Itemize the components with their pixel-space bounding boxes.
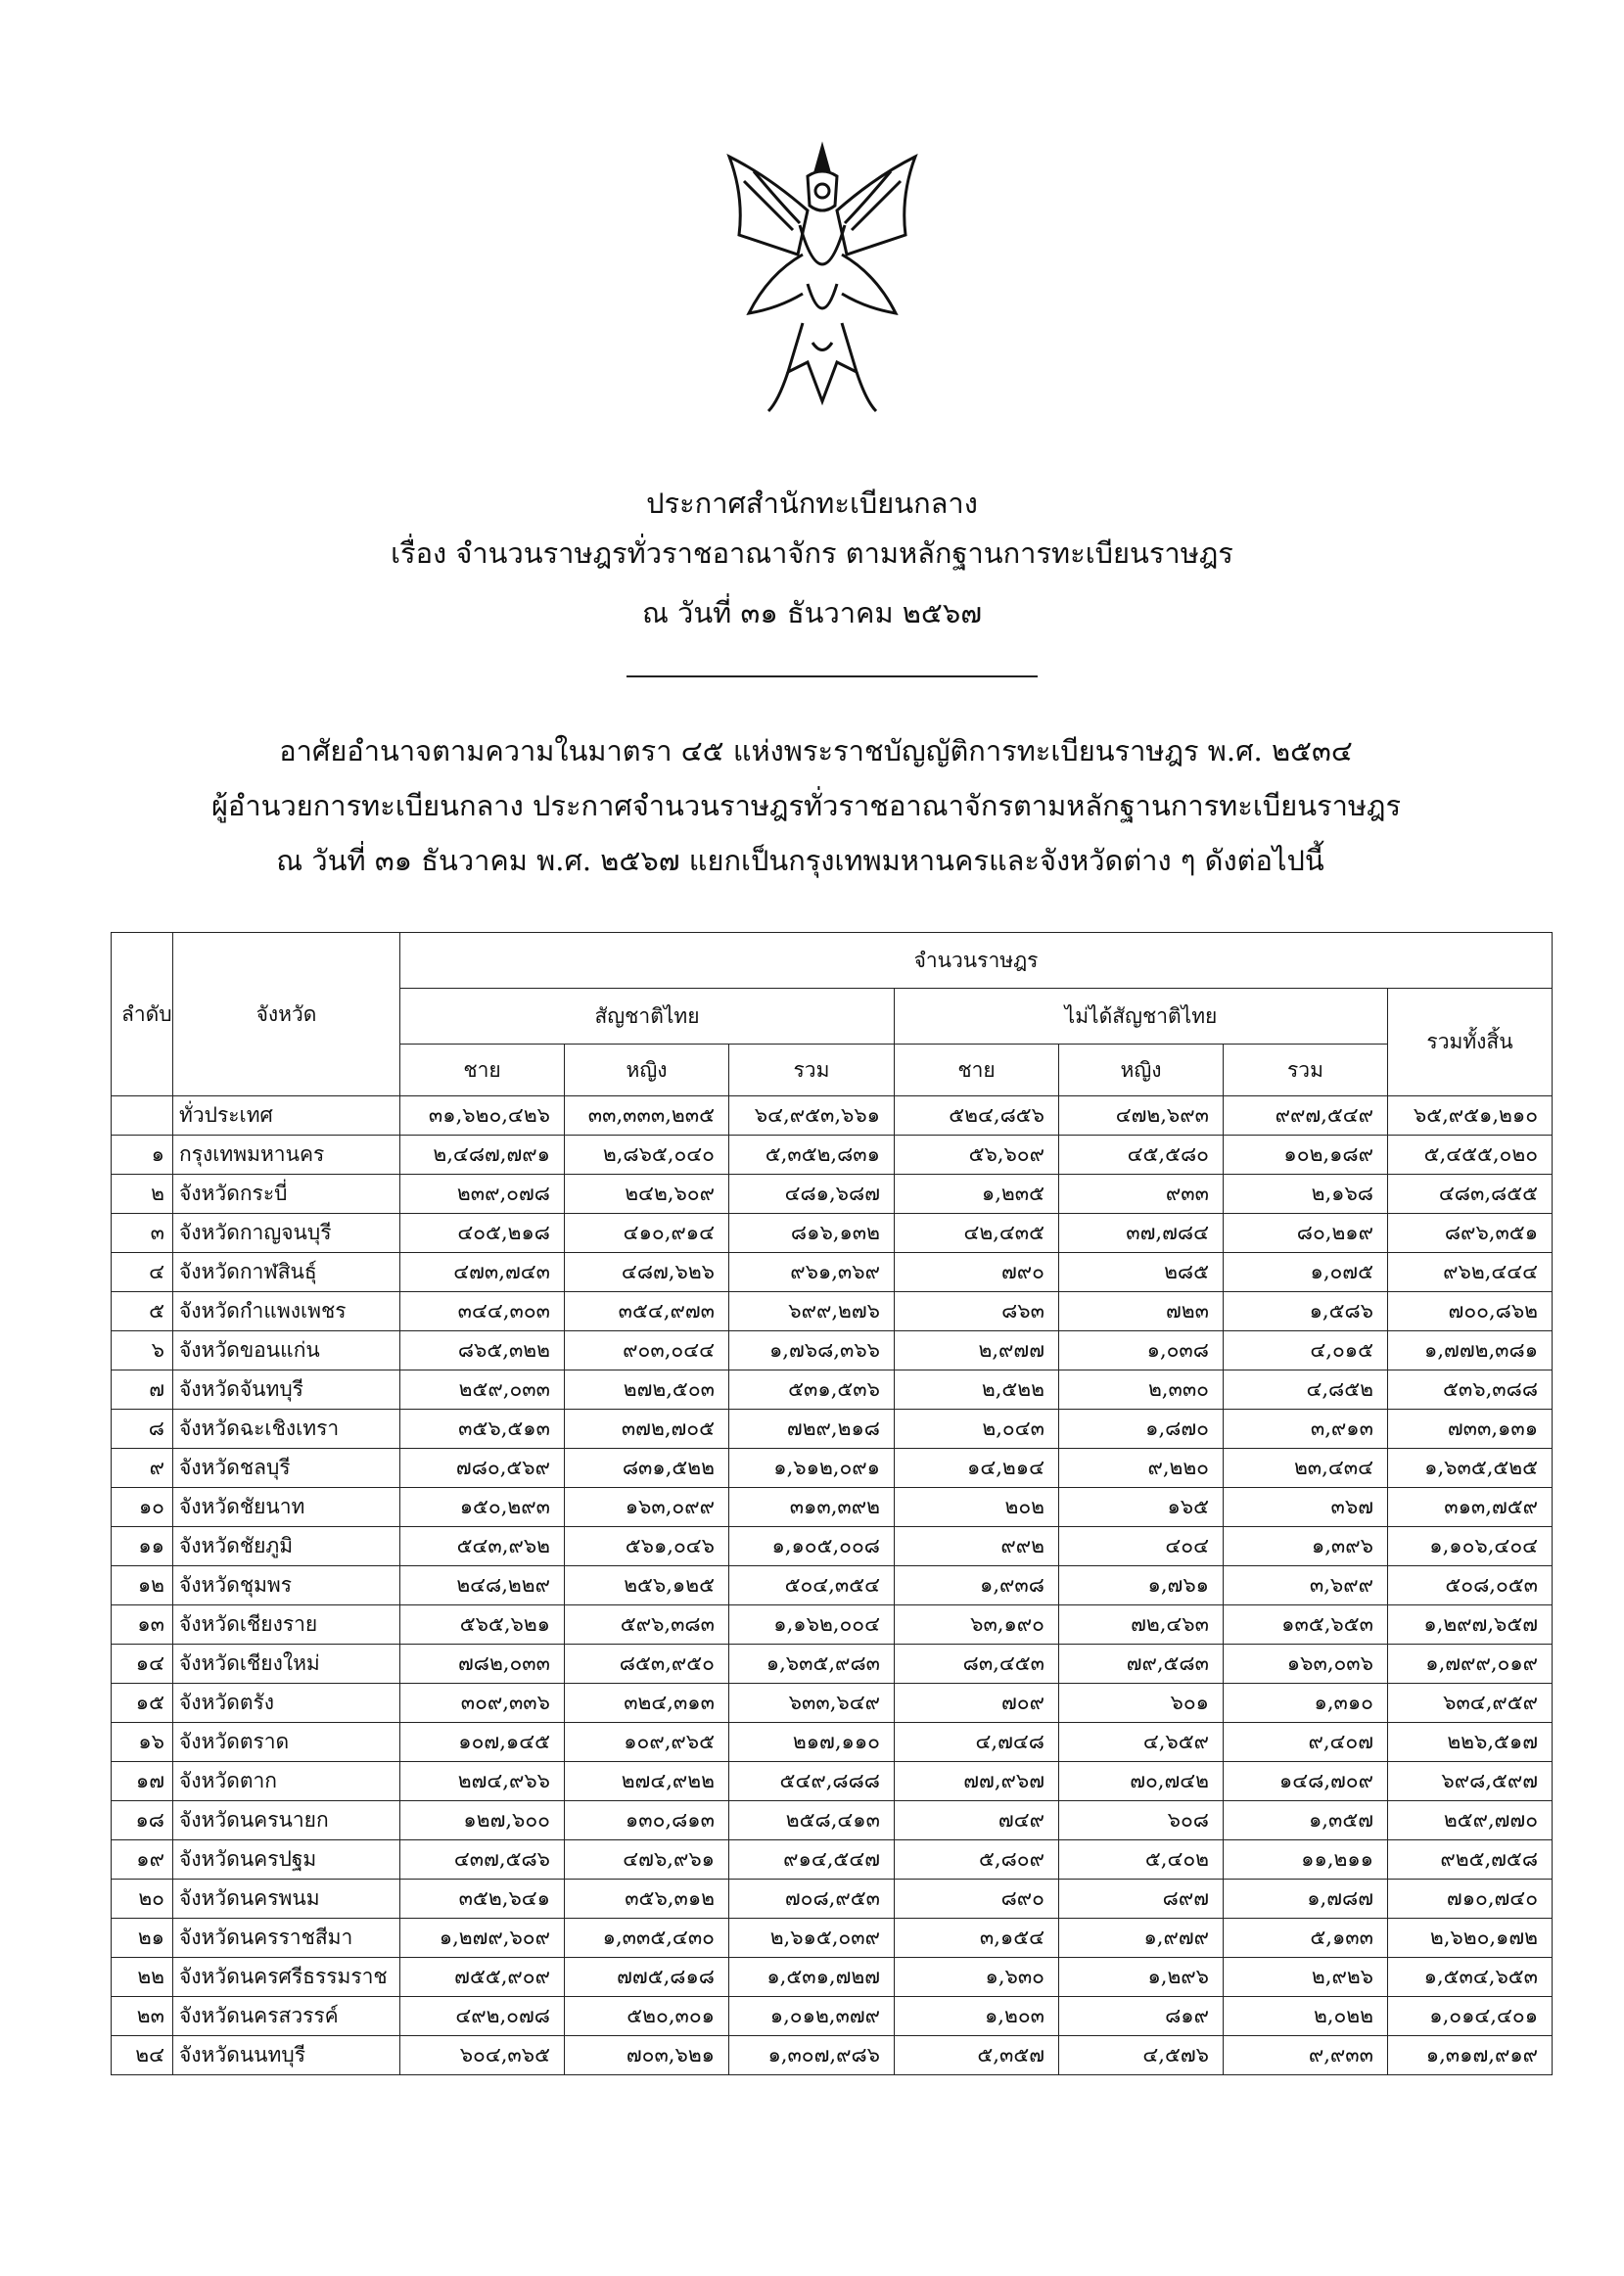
grand-total-cell: ๕,๔๕๕,๐๒๐: [1388, 1136, 1553, 1175]
thai-male-cell: ๕๔๓,๙๖๒: [400, 1527, 565, 1566]
non-thai-female-cell: ๒๘๕: [1059, 1253, 1224, 1292]
row-province-cell: จังหวัดชลบุรี: [173, 1449, 400, 1488]
non-thai-female-cell: ๑,๐๓๘: [1059, 1331, 1224, 1370]
row-seq-cell: ๖: [112, 1331, 173, 1370]
non-thai-total-cell: ๒,๐๒๒: [1224, 1997, 1388, 2036]
row-province-cell: จังหวัดตรัง: [173, 1684, 400, 1723]
thai-male-cell: ๗๘๒,๐๓๓: [400, 1645, 565, 1684]
row-seq-cell: ๑๐: [112, 1488, 173, 1527]
table-row: [112, 1253, 1553, 1292]
non-thai-male-cell: ๓,๑๕๔: [895, 1919, 1059, 1958]
row-province-cell: ทั่วประเทศ: [173, 1096, 400, 1136]
row-seq-cell: ๑๗: [112, 1762, 173, 1801]
table-row: [112, 1175, 1553, 1214]
grand-total-cell: ๑,๗๗๒,๓๘๑: [1388, 1331, 1553, 1370]
header-grand-total: รวมทั้งสิ้น: [1388, 989, 1553, 1096]
thai-male-cell: ๓๐๙,๓๓๖: [400, 1684, 565, 1723]
thai-total-cell: ๑,๑๐๕,๐๐๘: [729, 1527, 895, 1566]
non-thai-total-cell: ๑,๗๘๗: [1224, 1880, 1388, 1919]
row-seq-cell: ๑๖: [112, 1723, 173, 1762]
thai-female-cell: ๒,๘๖๕,๐๔๐: [565, 1136, 729, 1175]
row-seq-cell: ๑๓: [112, 1605, 173, 1645]
thai-male-cell: ๘๖๕,๓๒๒: [400, 1331, 565, 1370]
row-seq-cell: ๕: [112, 1292, 173, 1331]
thai-female-cell: ๗๗๕,๘๑๘: [565, 1958, 729, 1997]
thai-female-cell: ๓๒๔,๓๑๓: [565, 1684, 729, 1723]
thai-male-cell: ๔๙๒,๐๗๘: [400, 1997, 565, 2036]
thai-male-cell: ๓๕๖,๕๑๓: [400, 1410, 565, 1449]
non-thai-total-cell: ๑๑,๒๑๑: [1224, 1840, 1388, 1880]
row-province-cell: จังหวัดขอนแก่น: [173, 1331, 400, 1370]
header-province: จังหวัด: [173, 933, 400, 1096]
header-thai-male: ชาย: [400, 1045, 565, 1096]
non-thai-male-cell: ๕๒๔,๘๕๖: [895, 1096, 1059, 1136]
body-line-1: อาศัยอำนาจตามความในมาตรา ๔๕ แห่งพระราชบัญญัติการทะเบียนราษฎร พ.ศ. ๒๕๓๔: [279, 734, 1353, 767]
thai-total-cell: ๖๓๓,๖๔๙: [729, 1684, 895, 1723]
non-thai-male-cell: ๗๔๙: [895, 1801, 1059, 1840]
thai-male-cell: ๓๕๒,๖๔๑: [400, 1880, 565, 1919]
non-thai-total-cell: ๙,๔๐๗: [1224, 1723, 1388, 1762]
grand-total-cell: ๖๓๔,๙๕๙: [1388, 1684, 1553, 1723]
non-thai-female-cell: ๙,๒๒๐: [1059, 1449, 1224, 1488]
non-thai-male-cell: ๘๖๓: [895, 1292, 1059, 1331]
header-thai-female: หญิง: [565, 1045, 729, 1096]
non-thai-female-cell: ๑,๘๗๐: [1059, 1410, 1224, 1449]
non-thai-total-cell: ๓,๖๙๙: [1224, 1566, 1388, 1605]
non-thai-male-cell: ๘๙๐: [895, 1880, 1059, 1919]
non-thai-total-cell: ๓๖๗: [1224, 1488, 1388, 1527]
grand-total-cell: ๖๕,๙๕๑,๒๑๐: [1388, 1096, 1553, 1136]
thai-male-cell: ๖๐๔,๓๖๕: [400, 2036, 565, 2075]
non-thai-male-cell: ๑,๒๐๓: [895, 1997, 1059, 2036]
thai-total-cell: ๓๑๓,๓๙๒: [729, 1488, 895, 1527]
body-line-2: ผู้อำนวยการทะเบียนกลาง ประกาศจำนวนราษฎรทั่วราชอาณาจักรตามหลักฐานการทะเบียนราษฎร: [210, 789, 1402, 822]
row-province-cell: จังหวัดชัยภูมิ: [173, 1527, 400, 1566]
thai-total-cell: ๕,๓๕๒,๘๓๑: [729, 1136, 895, 1175]
non-thai-total-cell: ๑,๓๑๐: [1224, 1684, 1388, 1723]
header-non-thai-male: ชาย: [895, 1045, 1059, 1096]
non-thai-total-cell: ๓,๙๑๓: [1224, 1410, 1388, 1449]
table-row: [112, 1645, 1553, 1684]
thai-female-cell: ๙๐๓,๐๔๔: [565, 1331, 729, 1370]
row-province-cell: จังหวัดกระบี่: [173, 1175, 400, 1214]
grand-total-cell: ๒,๖๒๐,๑๗๒: [1388, 1919, 1553, 1958]
row-seq-cell: ๒๑: [112, 1919, 173, 1958]
non-thai-female-cell: ๓๗,๗๘๔: [1059, 1214, 1224, 1253]
non-thai-total-cell: ๑,๓๙๖: [1224, 1527, 1388, 1566]
non-thai-total-cell: ๘๐,๒๑๙: [1224, 1214, 1388, 1253]
row-seq-cell: ๒๐: [112, 1880, 173, 1919]
non-thai-male-cell: ๔,๗๔๘: [895, 1723, 1059, 1762]
non-thai-total-cell: ๕,๑๓๓: [1224, 1919, 1388, 1958]
thai-female-cell: ๒๔๒,๖๐๙: [565, 1175, 729, 1214]
non-thai-female-cell: ๔๗๒,๖๙๓: [1059, 1096, 1224, 1136]
grand-total-cell: ๒๕๙,๗๗๐: [1388, 1801, 1553, 1840]
grand-total-cell: ๗๓๓,๑๓๑: [1388, 1410, 1553, 1449]
thai-total-cell: ๑,๐๑๒,๓๗๙: [729, 1997, 895, 2036]
table-row: [112, 1292, 1553, 1331]
row-province-cell: จังหวัดนครพนม: [173, 1880, 400, 1919]
thai-female-cell: ๘๓๑,๕๒๒: [565, 1449, 729, 1488]
non-thai-male-cell: ๕,๘๐๙: [895, 1840, 1059, 1880]
table-row: [112, 1762, 1553, 1801]
table-body: [112, 1096, 1553, 2075]
thai-female-cell: ๓๕๖,๓๑๒: [565, 1880, 729, 1919]
row-province-cell: จังหวัดชุมพร: [173, 1566, 400, 1605]
non-thai-male-cell: ๔๒,๔๓๕: [895, 1214, 1059, 1253]
grand-total-cell: ๑,๐๑๔,๔๐๑: [1388, 1997, 1553, 2036]
grand-total-cell: ๗๑๐,๗๔๐: [1388, 1880, 1553, 1919]
row-province-cell: จังหวัดนครสวรรค์: [173, 1997, 400, 2036]
non-thai-female-cell: ๗๙,๕๘๓: [1059, 1645, 1224, 1684]
thai-male-cell: ๔๗๓,๗๔๓: [400, 1253, 565, 1292]
thai-total-cell: ๕๔๙,๘๘๘: [729, 1762, 895, 1801]
grand-total-cell: ๑,๕๓๔,๖๕๓: [1388, 1958, 1553, 1997]
thai-total-cell: ๒,๖๑๕,๐๓๙: [729, 1919, 895, 1958]
thai-male-cell: ๒๓๙,๐๗๘: [400, 1175, 565, 1214]
non-thai-total-cell: ๑๐๒,๑๘๙: [1224, 1136, 1388, 1175]
row-province-cell: จังหวัดนครราชสีมา: [173, 1919, 400, 1958]
thai-male-cell: ๒๗๔,๙๖๖: [400, 1762, 565, 1801]
non-thai-female-cell: ๑,๒๙๖: [1059, 1958, 1224, 1997]
thai-female-cell: ๑,๓๓๕,๔๓๐: [565, 1919, 729, 1958]
grand-total-cell: ๕๐๘,๐๕๓: [1388, 1566, 1553, 1605]
thai-total-cell: ๕๐๔,๓๕๔: [729, 1566, 895, 1605]
non-thai-female-cell: ๘๑๙: [1059, 1997, 1224, 2036]
non-thai-male-cell: ๒,๙๗๗: [895, 1331, 1059, 1370]
garuda-emblem: [710, 137, 935, 431]
non-thai-male-cell: ๕๖,๖๐๙: [895, 1136, 1059, 1175]
non-thai-female-cell: ๖๐๘: [1059, 1801, 1224, 1840]
table-row: [112, 1919, 1553, 1958]
non-thai-total-cell: ๒๓,๔๓๔: [1224, 1449, 1388, 1488]
table-row: [112, 1684, 1553, 1723]
thai-male-cell: ๕๖๕,๖๒๑: [400, 1605, 565, 1645]
thai-female-cell: ๘๕๓,๙๕๐: [565, 1645, 729, 1684]
thai-female-cell: ๔๑๐,๙๑๔: [565, 1214, 729, 1253]
thai-female-cell: ๒๗๒,๕๐๓: [565, 1370, 729, 1410]
row-seq-cell: ๓: [112, 1214, 173, 1253]
thai-total-cell: ๗๐๘,๙๕๓: [729, 1880, 895, 1919]
grand-total-cell: ๓๑๓,๗๕๙: [1388, 1488, 1553, 1527]
non-thai-total-cell: ๙,๙๓๓: [1224, 2036, 1388, 2075]
grand-total-cell: ๙๒๕,๗๕๘: [1388, 1840, 1553, 1880]
grand-total-cell: ๗๐๐,๘๖๒: [1388, 1292, 1553, 1331]
thai-total-cell: ๘๑๖,๑๓๒: [729, 1214, 895, 1253]
row-province-cell: จังหวัดตราด: [173, 1723, 400, 1762]
grand-total-cell: ๘๙๖,๓๕๑: [1388, 1214, 1553, 1253]
thai-female-cell: ๓๓,๓๓๓,๒๓๕: [565, 1096, 729, 1136]
thai-total-cell: ๒๕๘,๔๑๓: [729, 1801, 895, 1840]
thai-female-cell: ๒๗๔,๙๒๒: [565, 1762, 729, 1801]
non-thai-female-cell: ๔,๖๕๙: [1059, 1723, 1224, 1762]
non-thai-female-cell: ๑๖๕: [1059, 1488, 1224, 1527]
row-seq-cell: ๑๘: [112, 1801, 173, 1840]
table-row: [112, 1527, 1553, 1566]
grand-total-cell: ๖๙๘,๕๙๗: [1388, 1762, 1553, 1801]
table-row: [112, 1370, 1553, 1410]
grand-total-cell: ๑,๒๙๗,๖๕๗: [1388, 1605, 1553, 1645]
thai-female-cell: ๑๓๐,๘๑๓: [565, 1801, 729, 1840]
non-thai-male-cell: ๑,๖๓๐: [895, 1958, 1059, 1997]
thai-male-cell: ๓๑,๖๒๐,๔๒๖: [400, 1096, 565, 1136]
thai-male-cell: ๔๐๕,๒๑๘: [400, 1214, 565, 1253]
non-thai-total-cell: ๒,๑๖๘: [1224, 1175, 1388, 1214]
table-row: [112, 1840, 1553, 1880]
thai-female-cell: ๓๕๔,๙๗๓: [565, 1292, 729, 1331]
row-province-cell: จังหวัดกาฬสินธุ์: [173, 1253, 400, 1292]
header-non-thai-nationality: ไม่ได้สัญชาติไทย: [895, 989, 1388, 1045]
thai-male-cell: ๑๕๐,๒๙๓: [400, 1488, 565, 1527]
thai-female-cell: ๗๐๓,๖๒๑: [565, 2036, 729, 2075]
thai-total-cell: ๑,๑๖๒,๐๐๔: [729, 1605, 895, 1645]
thai-female-cell: ๔๘๗,๖๒๖: [565, 1253, 729, 1292]
non-thai-male-cell: ๑,๒๓๕: [895, 1175, 1059, 1214]
thai-male-cell: ๑,๒๗๙,๖๐๙: [400, 1919, 565, 1958]
non-thai-total-cell: ๔,๘๕๒: [1224, 1370, 1388, 1410]
non-thai-male-cell: ๕,๓๕๗: [895, 2036, 1059, 2075]
thai-total-cell: ๕๓๑,๕๓๖: [729, 1370, 895, 1410]
row-province-cell: จังหวัดชัยนาท: [173, 1488, 400, 1527]
row-province-cell: จังหวัดนครปฐม: [173, 1840, 400, 1880]
row-province-cell: จังหวัดตาก: [173, 1762, 400, 1801]
table-row: [112, 1331, 1553, 1370]
row-seq-cell: [112, 1096, 173, 1136]
non-thai-male-cell: ๒,๕๒๒: [895, 1370, 1059, 1410]
announcement-date: ณ วันที่ ๓๑ ธันวาคม ๒๕๖๗: [641, 596, 983, 629]
non-thai-female-cell: ๖๐๑: [1059, 1684, 1224, 1723]
body-line-3: ณ วันที่ ๓๑ ธันวาคม พ.ศ. ๒๕๖๗ แยกเป็นกรุงเทพมหานครและจังหวัดต่าง ๆ ดังต่อไปนี้: [276, 844, 1324, 877]
thai-female-cell: ๔๗๖,๙๖๑: [565, 1840, 729, 1880]
non-thai-female-cell: ๔๐๔: [1059, 1527, 1224, 1566]
table-row: [112, 1488, 1553, 1527]
thai-total-cell: ๑,๗๖๘,๓๖๖: [729, 1331, 895, 1370]
non-thai-female-cell: ๙๓๓: [1059, 1175, 1224, 1214]
thai-total-cell: ๒๑๗,๑๑๐: [729, 1723, 895, 1762]
grand-total-cell: ๙๖๒,๔๔๔: [1388, 1253, 1553, 1292]
table-row: [112, 1997, 1553, 2036]
non-thai-total-cell: ๑,๓๕๗: [1224, 1801, 1388, 1840]
thai-male-cell: ๑๐๗,๑๔๕: [400, 1723, 565, 1762]
thai-total-cell: ๑,๓๐๗,๙๘๖: [729, 2036, 895, 2075]
non-thai-male-cell: ๙๙๒: [895, 1527, 1059, 1566]
non-thai-female-cell: ๕,๔๐๒: [1059, 1840, 1224, 1880]
row-seq-cell: ๒๓: [112, 1997, 173, 2036]
header-non-thai-female: หญิง: [1059, 1045, 1224, 1096]
table-row: [112, 1410, 1553, 1449]
thai-total-cell: ๗๒๙,๒๑๘: [729, 1410, 895, 1449]
non-thai-total-cell: ๔,๐๑๕: [1224, 1331, 1388, 1370]
thai-male-cell: ๑๒๗,๖๐๐: [400, 1801, 565, 1840]
table-row: [112, 1136, 1553, 1175]
thai-female-cell: ๓๗๒,๗๐๕: [565, 1410, 729, 1449]
row-province-cell: จังหวัดนครศรีธรรมราช: [173, 1958, 400, 1997]
table-row: [112, 1723, 1553, 1762]
thai-female-cell: ๑๐๙,๙๖๕: [565, 1723, 729, 1762]
grand-total-cell: ๑,๗๙๙,๐๑๙: [1388, 1645, 1553, 1684]
non-thai-total-cell: ๑๔๘,๗๐๙: [1224, 1762, 1388, 1801]
non-thai-female-cell: ๗๒๓: [1059, 1292, 1224, 1331]
non-thai-female-cell: ๔,๕๗๖: [1059, 2036, 1224, 2075]
non-thai-female-cell: ๑,๗๖๑: [1059, 1566, 1224, 1605]
thai-male-cell: ๔๓๗,๕๘๖: [400, 1840, 565, 1880]
row-seq-cell: ๑: [112, 1136, 173, 1175]
header-thai-total: รวม: [729, 1045, 895, 1096]
grand-total-cell: ๑,๖๓๕,๕๒๕: [1388, 1449, 1553, 1488]
non-thai-total-cell: ๑,๕๘๖: [1224, 1292, 1388, 1331]
grand-total-cell: ๔๘๓,๘๕๕: [1388, 1175, 1553, 1214]
thai-male-cell: ๗๕๕,๙๐๙: [400, 1958, 565, 1997]
non-thai-male-cell: ๗๙๐: [895, 1253, 1059, 1292]
non-thai-male-cell: ๘๓,๔๕๓: [895, 1645, 1059, 1684]
row-seq-cell: ๙: [112, 1449, 173, 1488]
thai-total-cell: ๔๘๑,๖๘๗: [729, 1175, 895, 1214]
row-seq-cell: ๗: [112, 1370, 173, 1410]
table-row: [112, 1096, 1553, 1136]
non-thai-male-cell: ๒,๐๔๓: [895, 1410, 1059, 1449]
row-province-cell: จังหวัดเชียงใหม่: [173, 1645, 400, 1684]
row-seq-cell: ๑๔: [112, 1645, 173, 1684]
non-thai-female-cell: ๔๕,๕๘๐: [1059, 1136, 1224, 1175]
non-thai-female-cell: ๒,๓๓๐: [1059, 1370, 1224, 1410]
population-table: [111, 932, 1553, 2075]
row-province-cell: จังหวัดนครนายก: [173, 1801, 400, 1840]
row-seq-cell: ๒: [112, 1175, 173, 1214]
announcement-subject: เรื่อง จำนวนราษฎรทั่วราชอาณาจักร ตามหลักฐานการทะเบียนราษฎร: [391, 536, 1233, 570]
non-thai-male-cell: ๗๐๙: [895, 1684, 1059, 1723]
non-thai-total-cell: ๑๖๓,๐๓๖: [1224, 1645, 1388, 1684]
non-thai-total-cell: ๑,๐๗๕: [1224, 1253, 1388, 1292]
non-thai-female-cell: ๗๒,๔๖๓: [1059, 1605, 1224, 1645]
announcement-issuer: ประกาศสำนักทะเบียนกลาง: [646, 487, 978, 520]
non-thai-female-cell: ๘๙๗: [1059, 1880, 1224, 1919]
table-row: [112, 1449, 1553, 1488]
header-seq: ลำดับ: [112, 933, 173, 1096]
grand-total-cell: ๕๓๖,๓๘๘: [1388, 1370, 1553, 1410]
grand-total-cell: ๒๒๖,๕๑๗: [1388, 1723, 1553, 1762]
thai-male-cell: ๒๕๙,๐๓๓: [400, 1370, 565, 1410]
header-thai-nationality: สัญชาติไทย: [400, 989, 895, 1045]
non-thai-total-cell: ๒,๙๒๖: [1224, 1958, 1388, 1997]
row-province-cell: จังหวัดฉะเชิงเทรา: [173, 1410, 400, 1449]
table-row: [112, 1214, 1553, 1253]
table-row: [112, 1958, 1553, 1997]
non-thai-male-cell: ๖๓,๑๙๐: [895, 1605, 1059, 1645]
row-province-cell: จังหวัดกาญจนบุรี: [173, 1214, 400, 1253]
row-province-cell: จังหวัดกำแพงเพชร: [173, 1292, 400, 1331]
thai-female-cell: ๕๖๑,๐๔๖: [565, 1527, 729, 1566]
thai-total-cell: ๑,๖๑๒,๐๙๑: [729, 1449, 895, 1488]
thai-total-cell: ๖๙๙,๒๗๖: [729, 1292, 895, 1331]
row-seq-cell: ๒๔: [112, 2036, 173, 2075]
thai-female-cell: ๑๖๓,๐๙๙: [565, 1488, 729, 1527]
thai-male-cell: ๒๔๘,๒๒๙: [400, 1566, 565, 1605]
row-seq-cell: ๑๑: [112, 1527, 173, 1566]
row-province-cell: จังหวัดจันทบุรี: [173, 1370, 400, 1410]
table-row: [112, 1605, 1553, 1645]
header-non-thai-total: รวม: [1224, 1045, 1388, 1096]
grand-total-cell: ๑,๓๑๗,๙๑๙: [1388, 2036, 1553, 2075]
table-row: [112, 1566, 1553, 1605]
thai-female-cell: ๒๕๖,๑๒๕: [565, 1566, 729, 1605]
row-seq-cell: ๘: [112, 1410, 173, 1449]
non-thai-male-cell: ๑,๙๓๘: [895, 1566, 1059, 1605]
non-thai-male-cell: ๗๗,๙๖๗: [895, 1762, 1059, 1801]
header-population: จำนวนราษฎร: [400, 933, 1553, 989]
row-province-cell: กรุงเทพมหานคร: [173, 1136, 400, 1175]
non-thai-female-cell: ๗๐,๗๔๒: [1059, 1762, 1224, 1801]
non-thai-total-cell: ๙๙๗,๕๔๙: [1224, 1096, 1388, 1136]
row-province-cell: จังหวัดนนทบุรี: [173, 2036, 400, 2075]
thai-total-cell: ๙๑๔,๕๔๗: [729, 1840, 895, 1880]
row-seq-cell: ๒๒: [112, 1958, 173, 1997]
non-thai-male-cell: ๑๔,๒๑๔: [895, 1449, 1059, 1488]
thai-male-cell: ๗๘๐,๕๖๙: [400, 1449, 565, 1488]
thai-male-cell: ๓๔๔,๓๐๓: [400, 1292, 565, 1331]
thai-male-cell: ๒,๔๘๗,๗๙๑: [400, 1136, 565, 1175]
thai-total-cell: ๖๔,๙๕๓,๖๖๑: [729, 1096, 895, 1136]
non-thai-total-cell: ๑๓๕,๖๕๓: [1224, 1605, 1388, 1645]
thai-total-cell: ๑,๕๓๑,๗๒๗: [729, 1958, 895, 1997]
row-seq-cell: ๔: [112, 1253, 173, 1292]
table-row: [112, 1801, 1553, 1840]
thai-female-cell: ๕๙๖,๓๘๓: [565, 1605, 729, 1645]
grand-total-cell: ๑,๑๐๖,๔๐๔: [1388, 1527, 1553, 1566]
row-province-cell: จังหวัดเชียงราย: [173, 1605, 400, 1645]
row-seq-cell: ๑๙: [112, 1840, 173, 1880]
heading-divider: [626, 675, 1038, 677]
thai-total-cell: ๙๖๑,๓๖๙: [729, 1253, 895, 1292]
thai-total-cell: ๑,๖๓๕,๙๘๓: [729, 1645, 895, 1684]
row-seq-cell: ๑๕: [112, 1684, 173, 1723]
non-thai-female-cell: ๑,๙๗๙: [1059, 1919, 1224, 1958]
non-thai-male-cell: ๒๐๒: [895, 1488, 1059, 1527]
thai-female-cell: ๕๒๐,๓๐๑: [565, 1997, 729, 2036]
table-row: [112, 1880, 1553, 1919]
row-seq-cell: ๑๒: [112, 1566, 173, 1605]
table-row: [112, 2036, 1553, 2075]
